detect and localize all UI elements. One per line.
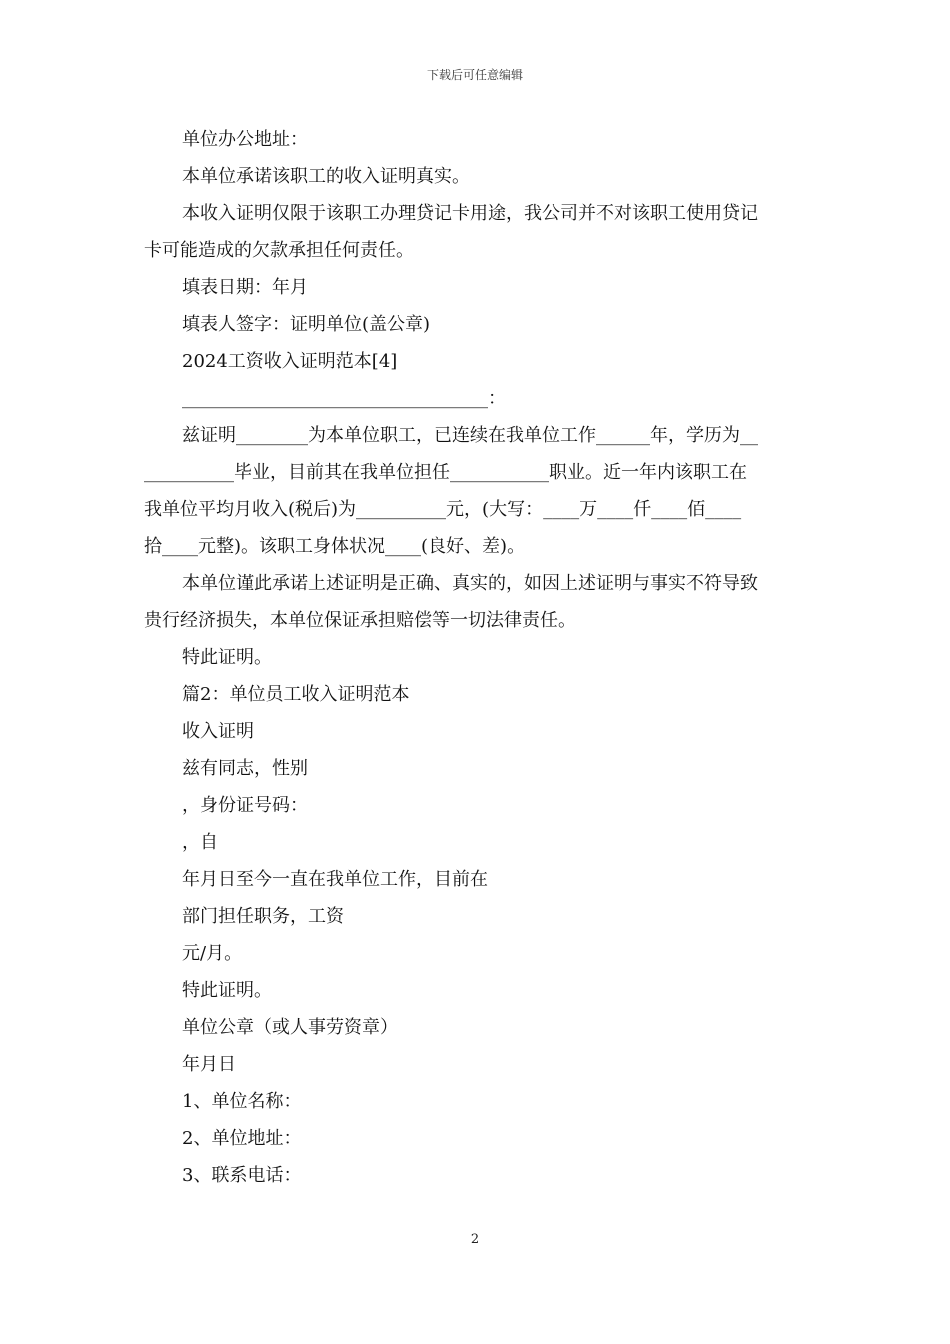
paragraph-line: 贵行经济损失，本单位保证承担赔偿等一切法律责任。: [144, 610, 576, 631]
closing-line: 特此证明。: [182, 647, 272, 668]
paragraph-line: __________毕业，目前其在我单位担任___________职业。近一年内该职工在: [144, 462, 747, 483]
form-line: 兹有同志，性别: [182, 758, 308, 779]
paragraph-line: 本单位谨此承诺上述证明是正确、真实的，如因上述证明与事实不符导致: [182, 573, 758, 594]
paragraph-line: 我单位平均月收入(税后)为__________元，(大写：____万____仟____佰____: [144, 499, 742, 520]
section-title: 篇2：单位员工收入证明范本: [182, 684, 410, 705]
page-number: 2: [470, 1232, 480, 1247]
document-body: [144, 121, 808, 1194]
commitment-line: 本单位承诺该职工的收入证明真实。: [182, 166, 470, 187]
form-line: ，自: [182, 832, 218, 853]
form-line: ，身份证号码：: [182, 795, 308, 816]
closing-line: 特此证明。: [182, 980, 272, 1001]
office-address-line: 单位办公地址：: [182, 129, 308, 150]
usage-limitation-paragraph: [144, 195, 808, 269]
seal-line: 单位公章（或人事劳资章）: [182, 1017, 398, 1038]
fill-date-line: 填表日期：年月: [182, 277, 308, 298]
date-line: 年月日: [182, 1054, 236, 1075]
document-title: 收入证明: [182, 721, 254, 742]
paragraph-line: 拾____元整)。该职工身体状况____(良好、差)。: [144, 536, 526, 557]
liability-paragraph: [144, 565, 808, 639]
company-name-line: 1、单位名称：: [182, 1091, 302, 1112]
company-address-line: 2、单位地址：: [182, 1128, 302, 1149]
addressee-blank-line: __________________________________：: [182, 388, 506, 409]
paragraph-line: 本收入证明仅限于该职工办理贷记卡用途，我公司并不对该职工使用贷记: [182, 203, 758, 224]
paragraph-line: 卡可能造成的欠款承担任何责任。: [144, 240, 414, 261]
certification-paragraph: [144, 417, 808, 565]
page-header: 下载后可任意编辑: [426, 68, 523, 82]
contact-phone-line: 3、联系电话：: [182, 1165, 302, 1186]
form-line: 年月日至今一直在我单位工作，目前在: [182, 869, 488, 890]
signature-line: 填表人签字：证明单位(盖公章): [182, 314, 431, 335]
paragraph-line: 兹证明________为本单位职工，已连续在我单位工作______年，学历为__: [182, 425, 758, 446]
form-line: 部门担任职务，工资: [182, 906, 344, 927]
section-title: 2024工资收入证明范本[4]: [182, 351, 398, 372]
form-line: 元/月。: [182, 943, 243, 964]
